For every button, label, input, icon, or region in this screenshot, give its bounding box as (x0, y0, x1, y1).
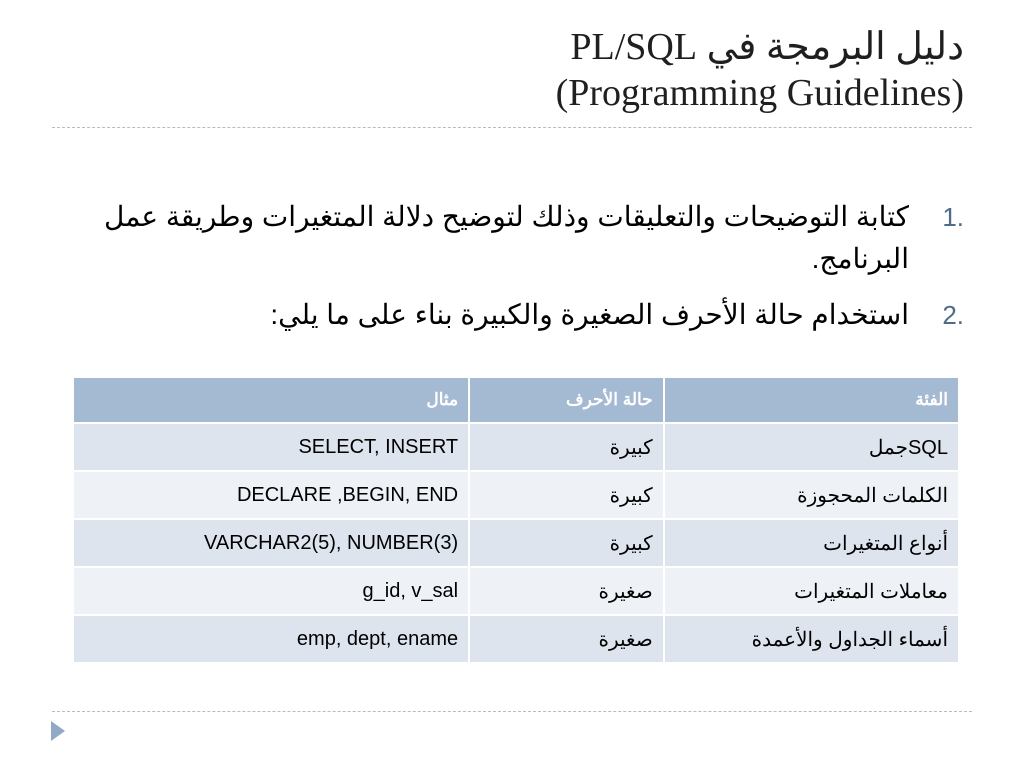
cell-example: SELECT, INSERT (73, 423, 469, 471)
header-category: الفئة (664, 377, 959, 423)
list-item (94, 196, 964, 280)
cell-example: DECLARE ,BEGIN, END (73, 471, 469, 519)
cell-example: g_id, v_sal (73, 567, 469, 615)
table-header-row (73, 377, 959, 423)
list-number: 1. (942, 202, 964, 232)
table-row (73, 567, 959, 615)
list-number: 2. (942, 300, 964, 330)
cell-example: VARCHAR2(5), NUMBER(3) (73, 519, 469, 567)
table-row (73, 519, 959, 567)
cell-category: أنواع المتغيرات (664, 519, 959, 567)
list-item (94, 294, 964, 336)
cell-case: صغيرة (469, 567, 664, 615)
cell-category: SQLجمل (664, 423, 959, 471)
case-rules-table (72, 376, 960, 664)
header-example: مثال (73, 377, 469, 423)
cell-category: معاملات المتغيرات (664, 567, 959, 615)
guideline-list (94, 196, 964, 336)
list-text: استخدام حالة الأحرف الصغيرة والكبيرة بناء على ما يلي: (270, 299, 909, 330)
cell-case: كبيرة (469, 471, 664, 519)
cell-example: emp, dept, ename (73, 615, 469, 663)
cell-category: أسماء الجداول والأعمدة (664, 615, 959, 663)
next-slide-arrow-icon[interactable] (51, 721, 65, 741)
header-case: حالة الأحرف (469, 377, 664, 423)
title-arabic: دليل البرمجة في PL/SQL (570, 26, 964, 68)
cell-case: كبيرة (469, 519, 664, 567)
title-divider (52, 127, 972, 128)
cell-category: الكلمات المحجوزة (664, 471, 959, 519)
table-row (73, 471, 959, 519)
table-row (73, 615, 959, 663)
cell-case: صغيرة (469, 615, 664, 663)
table-row (73, 423, 959, 471)
footer-divider (52, 711, 972, 712)
cell-case: كبيرة (469, 423, 664, 471)
list-text: كتابة التوضيحات والتعليقات وذلك لتوضيح دلالة المتغيرات وطريقة عمل البرنامج. (104, 201, 909, 274)
title-english: (Programming Guidelines) (555, 72, 964, 114)
slide-title (64, 24, 964, 116)
